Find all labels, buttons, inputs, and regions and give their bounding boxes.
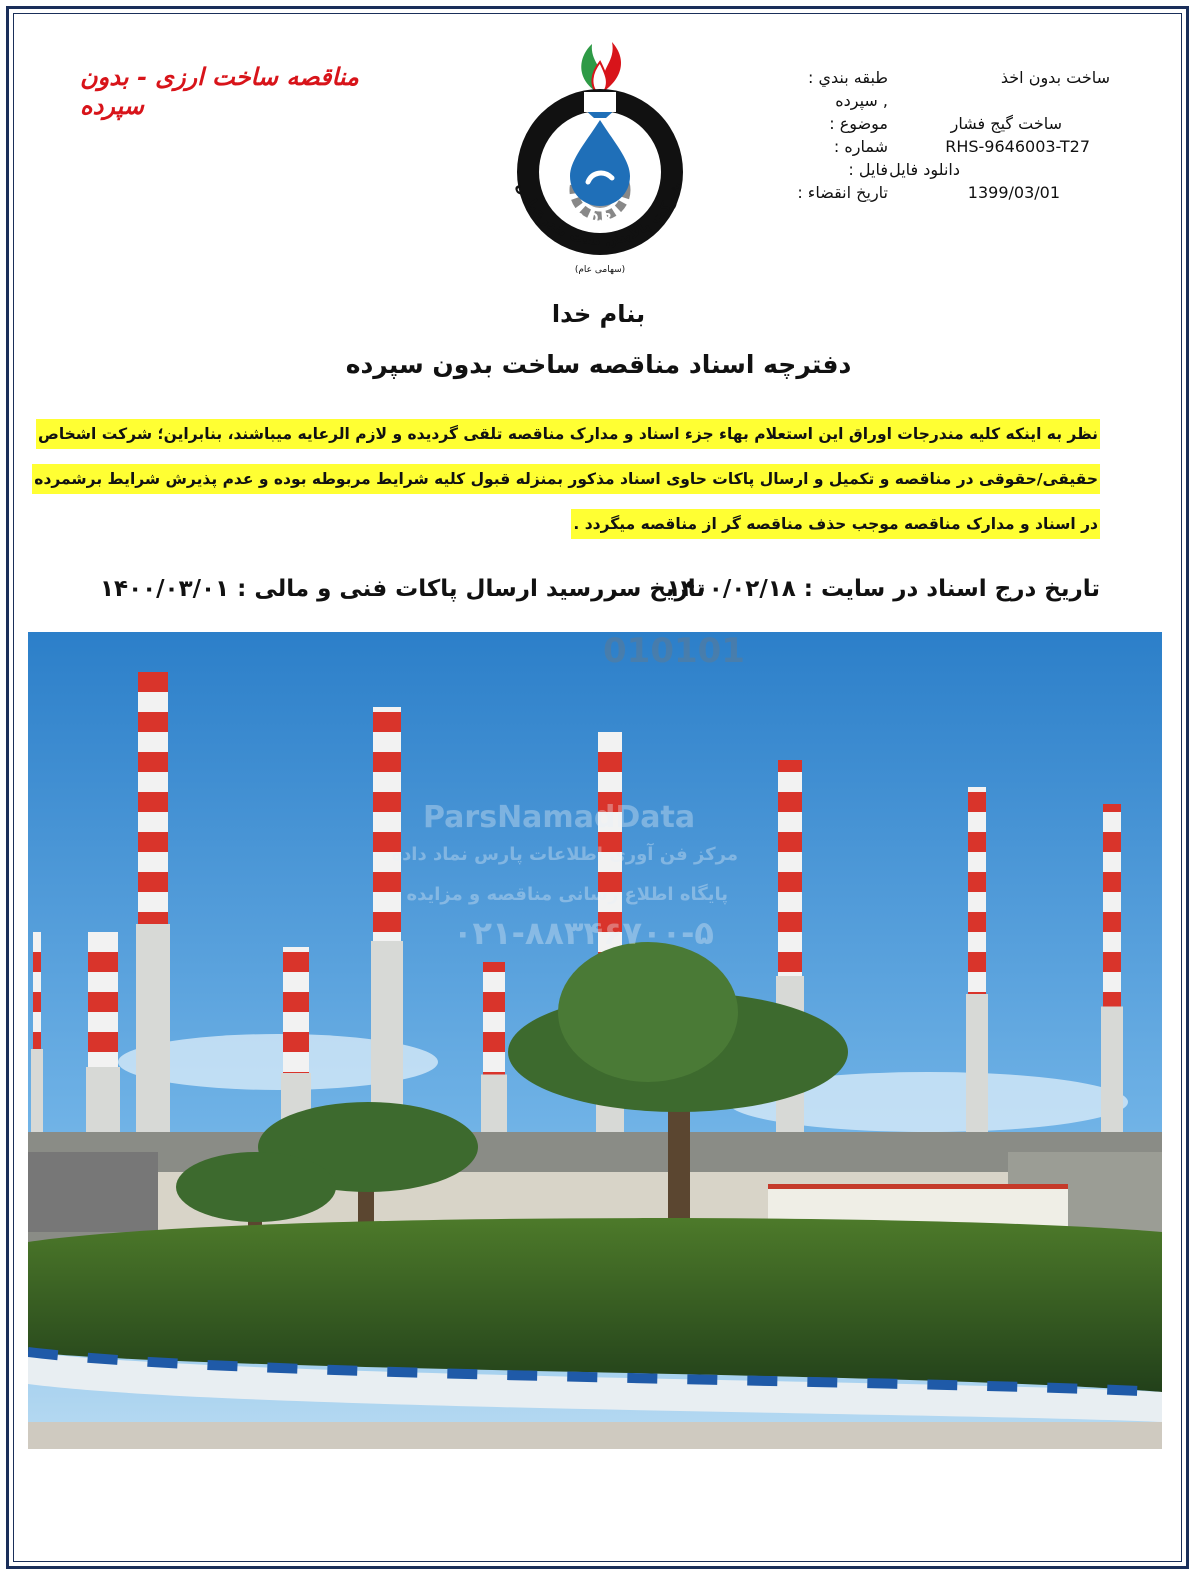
classification-label: طبقه بندي : (808, 68, 888, 87)
notice-paragraph (34, 418, 1100, 553)
smokestack-striped-5 (1103, 804, 1121, 1007)
subject-value: ساخت گیج فشار (950, 114, 1062, 133)
document-title: دفترچه اسناد مناقصه ساخت بدون سپرده (345, 350, 852, 379)
watermark-line-2: پایگاه اطلاع رسانی مناقصه و مزایده (406, 884, 728, 905)
watermark-brand: ParsNamadData (423, 800, 696, 835)
number-value: RHS-9646003-T27 (945, 137, 1090, 156)
watermark-phone: ۰۲۱-۸۸۳۴۶۷۰۰-۵ (453, 914, 714, 952)
logo-letters: B.O.R.C (574, 211, 626, 225)
file-download-link[interactable]: دانلود فایل (889, 160, 960, 179)
classification-value: ساخت بدون اخذ (1000, 68, 1110, 87)
expiry-value: 1399/03/01 (967, 183, 1060, 202)
smokestack-striped-3 (778, 760, 802, 976)
company-logo (500, 22, 700, 280)
subject-label: موضوع : (829, 114, 888, 133)
notice-line-2: حقیقی/حقوقی در مناقصه و تکمیل و ارسال پاکات حاوی اسناد مذکور بمنزله قبول کلیه شرایط مربوطه بوده و عدم پذیرش شرایط برشمرده (32, 464, 1100, 494)
smokestack-striped-4 (968, 787, 986, 994)
classification-value-cont: , سپرده (835, 91, 888, 110)
smokestack-striped-9 (33, 932, 41, 1049)
logo-company-name: شرکت پالایش نفت بندرعباس (513, 178, 687, 250)
notice-line-1: نظر به اینکه کلیه مندرجات اوراق این استعلام بهاء جزء اسناد و مدارک مناقصه تلقی گردیده و لازم الرعایه میباشند، بنابراین؛ شرکت اشخاص (36, 419, 1100, 449)
smokestack-striped-8 (483, 962, 505, 1075)
watermark-binary: 010101 (603, 632, 745, 671)
smokestack-striped-1 (373, 707, 401, 941)
smokestack-striped-7 (283, 947, 309, 1073)
deadline-date: تاریخ سررسید ارسال پاکات فنی و مالی : ۱۴۰۰/۰۳/۰۱ (100, 576, 706, 602)
document-meta (770, 68, 1120, 206)
expiry-label: تاريخ انقضاء : (797, 183, 888, 202)
bismillah-heading: بنام خدا (551, 300, 646, 328)
smokestack-striped-0 (138, 672, 168, 924)
refinery-photo (28, 632, 1162, 1449)
watermark-line-1: مرکز فن آوری اطلاعات پارس نماد داده (391, 844, 738, 865)
posted-date: تاریخ درج اسناد در سایت : ۱۴۰۰/۰۲/۱۸ (666, 576, 1100, 602)
tender-type-title: مناقصه ساخت ارزی - بدون سپرده (80, 62, 359, 120)
smokestack-striped-6 (88, 932, 118, 1067)
logo-subtitle: (سهامی عام) (574, 265, 626, 275)
file-label: فایل : (848, 160, 888, 179)
number-label: شماره : (833, 137, 888, 156)
notice-line-3: در اسناد و مدارک مناقصه موجب حذف مناقصه گر از مناقصه میگردد . (571, 509, 1100, 539)
